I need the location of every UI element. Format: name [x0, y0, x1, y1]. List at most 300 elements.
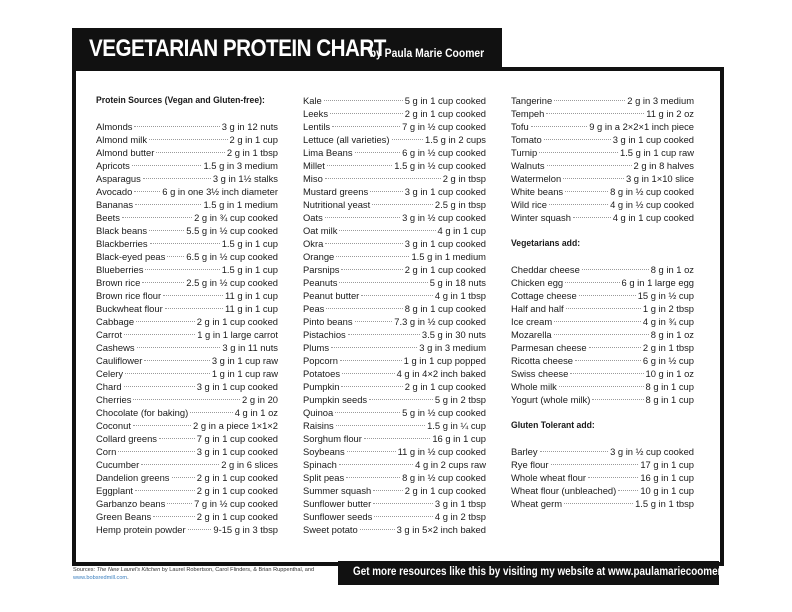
protein-row: [96, 445, 278, 458]
protein-row: [96, 172, 278, 185]
website-cta[interactable]: Get more resources like this by visiting my website at www.paulamariecoomer.com.: [353, 566, 747, 578]
protein-row: [303, 458, 486, 471]
food-name: Sorghum flour: [303, 433, 362, 444]
food-name: White beans: [511, 186, 564, 197]
protein-row: [96, 484, 278, 497]
dotted-leader: [341, 269, 402, 270]
protein-amount: 11 g in 1 cup: [225, 303, 278, 314]
protein-row: [511, 120, 694, 133]
dotted-leader: [145, 269, 219, 270]
food-name: Peanuts: [303, 277, 338, 288]
dotted-leader: [546, 113, 644, 114]
protein-row: [511, 172, 694, 185]
section-heading: Gluten Tolerant add:: [511, 420, 595, 431]
protein-row: [96, 458, 278, 471]
protein-row: [511, 276, 694, 289]
protein-amount: 6 g in one 3½ inch diameter: [162, 186, 278, 197]
dotted-leader: [573, 217, 611, 218]
food-name: Kale: [303, 95, 322, 106]
protein-amount: 3 g in ½ cup cooked: [610, 446, 694, 457]
dotted-leader: [159, 438, 195, 439]
dotted-leader: [325, 217, 400, 218]
food-name: Brown rice flour: [96, 290, 162, 301]
protein-row: [303, 107, 486, 120]
food-name: Brown rice: [96, 277, 141, 288]
dotted-leader: [331, 347, 417, 348]
protein-amount: 3 g in 3 medium: [419, 342, 486, 353]
protein-row: [303, 497, 486, 510]
protein-amount: 4 g in ½ cup cooked: [610, 199, 694, 210]
protein-amount: 1 g in 1 cup popped: [403, 355, 486, 366]
dotted-leader: [326, 308, 402, 309]
protein-amount: 2 g in 1 cup cooked: [404, 108, 486, 119]
protein-row: [303, 419, 486, 432]
food-name: Collard greens: [96, 433, 157, 444]
food-name: Almond milk: [96, 134, 148, 145]
dotted-leader: [566, 308, 641, 309]
food-name: Pumpkin seeds: [303, 394, 368, 405]
food-name: Cottage cheese: [511, 290, 577, 301]
protein-amount: 8 g in 1 oz: [650, 329, 694, 340]
section-heading: Vegetarians add:: [511, 238, 581, 249]
dotted-leader: [124, 386, 195, 387]
dotted-leader: [540, 451, 609, 452]
food-name: Lettuce (all varieties): [303, 134, 390, 145]
dotted-leader: [336, 256, 409, 257]
food-name: Tempeh: [511, 108, 545, 119]
protein-row: [511, 185, 694, 198]
food-name: Garbanzo beans: [96, 498, 166, 509]
protein-amount: 8 g in ½ cup cooked: [610, 186, 694, 197]
food-name: Pistachios: [303, 329, 346, 340]
food-name: Sweet potato: [303, 524, 358, 535]
protein-amount: 8 g in ½ cup cooked: [402, 472, 486, 483]
protein-row: [96, 198, 278, 211]
food-name: Sunflower seeds: [303, 511, 373, 522]
dotted-leader: [135, 204, 201, 205]
protein-row: [511, 458, 694, 471]
food-name: Corn: [96, 446, 117, 457]
protein-row: [303, 263, 486, 276]
protein-amount: 2 g in 3 medium: [627, 95, 694, 106]
food-name: Rye flour: [511, 459, 549, 470]
protein-row: [303, 224, 486, 237]
food-name: Yogurt (whole milk): [511, 394, 591, 405]
food-name: Apricots: [96, 160, 130, 171]
dotted-leader: [392, 139, 424, 140]
sources-end: .: [127, 575, 129, 581]
protein-row: [511, 107, 694, 120]
dotted-leader: [570, 373, 643, 374]
protein-row: [96, 380, 278, 393]
dotted-leader: [370, 191, 403, 192]
protein-amount: 9-15 g in 3 tbsp: [213, 524, 278, 535]
dotted-leader: [122, 217, 192, 218]
dotted-leader: [348, 334, 420, 335]
protein-amount: 11 g in 2 oz: [646, 108, 694, 119]
protein-amount: 1.5 g in 1 cup: [221, 238, 278, 249]
food-name: Split peas: [303, 472, 345, 483]
protein-amount: 2 g in 1 cup cooked: [404, 485, 486, 496]
protein-row: [303, 146, 486, 159]
section-spacer: [96, 107, 278, 120]
dotted-leader: [559, 386, 644, 387]
protein-amount: 3 g in 1 cup cooked: [196, 446, 278, 457]
website-banner: [338, 561, 747, 585]
dotted-leader: [589, 347, 641, 348]
food-name: Green Beans: [96, 511, 152, 522]
protein-amount: 1.5 g in ¼ cup: [427, 420, 486, 431]
dotted-leader: [172, 477, 195, 478]
protein-amount: 3 g in 1 cup raw: [211, 355, 278, 366]
dotted-leader: [335, 412, 400, 413]
section-heading: Protein Sources (Vegan and Gluten-free):: [96, 95, 265, 106]
dotted-leader: [167, 503, 192, 504]
dotted-leader: [134, 126, 219, 127]
protein-row: [303, 198, 486, 211]
protein-row: [303, 484, 486, 497]
dotted-leader: [336, 425, 425, 426]
dotted-leader: [149, 230, 184, 231]
protein-amount: 2 g in 1 tbsp: [642, 342, 694, 353]
dotted-leader: [332, 126, 400, 127]
protein-row: [303, 367, 486, 380]
dotted-leader: [156, 152, 225, 153]
dotted-leader: [188, 529, 212, 530]
food-name: Lentils: [303, 121, 331, 132]
dotted-leader: [347, 451, 396, 452]
dotted-leader: [133, 425, 191, 426]
protein-amount: 3.5 g in 30 nuts: [421, 329, 486, 340]
protein-row: [96, 471, 278, 484]
protein-amount: 1 g in 2 tbsp: [642, 303, 694, 314]
protein-amount: 1.5 g in 1 medium: [203, 199, 278, 210]
protein-amount: 6.5 g in ½ cup cooked: [186, 251, 278, 262]
protein-amount: 2 g in 1 tbsp: [226, 147, 278, 158]
food-name: Black beans: [96, 225, 148, 236]
food-name: Quinoa: [303, 407, 334, 418]
food-name: Half and half: [511, 303, 564, 314]
food-name: Tomato: [511, 134, 542, 145]
protein-row: [96, 185, 278, 198]
food-name: Cashews: [96, 342, 135, 353]
dotted-leader: [373, 503, 433, 504]
protein-row: [511, 484, 694, 497]
food-name: Beets: [96, 212, 120, 223]
protein-column-3: [511, 94, 694, 510]
food-name: Ricotta cheese: [511, 355, 574, 366]
food-name: Celery: [96, 368, 124, 379]
dotted-leader: [582, 269, 649, 270]
protein-amount: 3 g in 11 nuts: [222, 342, 278, 353]
food-name: Sunflower butter: [303, 498, 372, 509]
protein-amount: 2 g in tbsp: [442, 173, 486, 184]
protein-amount: 2.5 g in tbsp: [434, 199, 486, 210]
protein-amount: 10 g in 1 oz: [645, 368, 694, 379]
dotted-leader: [563, 178, 624, 179]
dotted-leader: [149, 139, 227, 140]
protein-row: [511, 94, 694, 107]
protein-row: [96, 211, 278, 224]
dotted-leader: [618, 490, 638, 491]
protein-amount: 3 g in 1 cup cooked: [612, 134, 694, 145]
dotted-leader: [364, 438, 430, 439]
protein-row: [96, 328, 278, 341]
dotted-leader: [339, 282, 427, 283]
protein-amount: 3 g in 1 cup cooked: [404, 238, 486, 249]
dotted-leader: [325, 178, 441, 179]
protein-amount: 4 g in 4×2 inch baked: [396, 368, 486, 379]
food-name: Coconut: [96, 420, 131, 431]
protein-amount: 2 g in 1 cup cooked: [196, 316, 278, 327]
protein-amount: 1.5 g in 1 cup: [221, 264, 278, 275]
protein-row: [303, 172, 486, 185]
protein-row: [303, 341, 486, 354]
dotted-leader: [341, 386, 402, 387]
protein-amount: 2 g in 1 cup cooked: [196, 511, 278, 522]
protein-row: [96, 315, 278, 328]
protein-column-1: [96, 94, 278, 536]
protein-row: [96, 120, 278, 133]
protein-row: [511, 445, 694, 458]
food-name: Asparagus: [96, 173, 141, 184]
food-name: Wheat flour (unbleached): [511, 485, 617, 496]
dotted-leader: [588, 477, 638, 478]
dotted-leader: [136, 321, 195, 322]
food-name: Chard: [96, 381, 122, 392]
dotted-leader: [369, 399, 433, 400]
protein-row: [511, 159, 694, 172]
protein-amount: 3 g in 1 cup cooked: [404, 186, 486, 197]
food-name: Okra: [303, 238, 324, 249]
dotted-leader: [190, 412, 232, 413]
dotted-leader: [539, 152, 618, 153]
food-name: Tangerine: [511, 95, 553, 106]
food-name: Millet: [303, 160, 325, 171]
food-name: Mustard greens: [303, 186, 369, 197]
dotted-leader: [339, 464, 413, 465]
dotted-leader: [565, 191, 608, 192]
protein-row: [511, 367, 694, 380]
protein-row: [96, 224, 278, 237]
food-name: Watermelon: [511, 173, 562, 184]
protein-amount: 4 g in 1 oz: [234, 407, 278, 418]
food-name: Summer squash: [303, 485, 372, 496]
food-name: Blueberries: [96, 264, 144, 275]
food-name: Carrot: [96, 329, 123, 340]
protein-row: [303, 471, 486, 484]
food-name: Oat milk: [303, 225, 338, 236]
dotted-leader: [125, 373, 210, 374]
protein-row: [96, 393, 278, 406]
dotted-leader: [554, 321, 641, 322]
food-name: Miso: [303, 173, 323, 184]
protein-row: [511, 354, 694, 367]
protein-amount: 5 g in 1 cup cooked: [404, 95, 486, 106]
title-banner: [72, 28, 502, 70]
author-byline: by Paula Marie Coomer: [369, 48, 484, 60]
food-name: Wild rice: [511, 199, 547, 210]
dotted-leader: [579, 295, 636, 296]
protein-row: [96, 289, 278, 302]
section-spacer: [511, 250, 694, 263]
dotted-leader: [133, 399, 240, 400]
protein-row: [303, 445, 486, 458]
protein-amount: 11 g in 1 cup: [225, 290, 278, 301]
protein-row: [96, 146, 278, 159]
food-name: Cucumber: [96, 459, 140, 470]
protein-row: [96, 159, 278, 172]
protein-row: [303, 393, 486, 406]
protein-amount: 5 g in ½ cup cooked: [402, 407, 486, 418]
food-name: Buckwheat flour: [96, 303, 163, 314]
protein-row: [303, 380, 486, 393]
dotted-leader: [592, 399, 643, 400]
dotted-leader: [150, 243, 220, 244]
protein-amount: 2 g in ¾ cup cooked: [194, 212, 278, 223]
protein-amount: 3 g in 1×10 slice: [625, 173, 694, 184]
protein-row: [303, 276, 486, 289]
food-name: Peanut butter: [303, 290, 360, 301]
dotted-leader: [143, 178, 211, 179]
protein-row: [303, 289, 486, 302]
dotted-leader: [144, 360, 209, 361]
food-name: Blackberries: [96, 238, 148, 249]
protein-row: [96, 419, 278, 432]
dotted-leader: [373, 490, 402, 491]
protein-amount: 2 g in 1 cup cooked: [196, 472, 278, 483]
dotted-leader: [554, 334, 649, 335]
protein-row: [96, 341, 278, 354]
food-name: Whole milk: [511, 381, 557, 392]
protein-amount: 3 g in 1½ stalks: [212, 173, 278, 184]
food-name: Potatoes: [303, 368, 341, 379]
food-name: Bananas: [96, 199, 134, 210]
food-name: Turnip: [511, 147, 538, 158]
protein-amount: 16 g in 1 cup: [432, 433, 486, 444]
protein-amount: 1 g in 1 large carrot: [197, 329, 278, 340]
food-name: Almond butter: [96, 147, 155, 158]
protein-row: [303, 406, 486, 419]
dotted-leader: [339, 230, 435, 231]
protein-amount: 6 g in ½ cup: [642, 355, 694, 366]
protein-row: [303, 94, 486, 107]
protein-row: [511, 133, 694, 146]
dotted-leader: [544, 139, 611, 140]
sources-label: Sources:: [73, 567, 96, 573]
protein-row: [303, 133, 486, 146]
protein-amount: 6 g in 1 large egg: [621, 277, 694, 288]
protein-row: [303, 432, 486, 445]
dotted-leader: [142, 282, 184, 283]
food-name: Cheddar cheese: [511, 264, 580, 275]
dotted-leader: [324, 100, 403, 101]
food-name: Mozarella: [511, 329, 552, 340]
dotted-leader: [531, 126, 588, 127]
protein-row: [96, 367, 278, 380]
protein-amount: 5 g in 2 tbsp: [434, 394, 486, 405]
protein-row: [511, 497, 694, 510]
food-name: Plums: [303, 342, 330, 353]
dotted-leader: [141, 464, 219, 465]
protein-amount: 4 g in 2 cups raw: [415, 459, 486, 470]
dotted-leader: [165, 308, 223, 309]
food-name: Oats: [303, 212, 323, 223]
food-name: Almonds: [96, 121, 133, 132]
food-name: Cabbage: [96, 316, 135, 327]
protein-amount: 4 g in 1 cup: [437, 225, 486, 236]
section-spacer: [511, 224, 694, 237]
food-name: Tofu: [511, 121, 529, 132]
food-name: Chocolate (for baking): [96, 407, 189, 418]
food-name: Black-eyed peas: [96, 251, 166, 262]
food-name: Leeks: [303, 108, 329, 119]
dotted-leader: [153, 516, 194, 517]
protein-row: [303, 328, 486, 341]
protein-row: [96, 250, 278, 263]
dotted-leader: [327, 165, 392, 166]
protein-amount: 2 g in 1 cup cooked: [404, 381, 486, 392]
protein-amount: 7.3 g in ½ cup cooked: [394, 316, 486, 327]
protein-row: [511, 471, 694, 484]
protein-amount: 7 g in 1 cup cooked: [196, 433, 278, 444]
food-name: Whole wheat flour: [511, 472, 587, 483]
protein-row: [303, 302, 486, 315]
food-name: Avocado: [96, 186, 133, 197]
food-name: Chicken egg: [511, 277, 564, 288]
protein-amount: 8 g in 1 cup: [645, 381, 694, 392]
protein-amount: 5 g in 18 nuts: [429, 277, 486, 288]
protein-amount: 10 g in 1 cup: [640, 485, 694, 496]
dotted-leader: [547, 165, 632, 166]
food-name: Wheat germ: [511, 498, 563, 509]
protein-amount: 2.5 g in ½ cup cooked: [186, 277, 278, 288]
protein-row: [511, 380, 694, 393]
protein-amount: 3 g in 1 tbsp: [434, 498, 486, 509]
dotted-leader: [340, 360, 402, 361]
sources-authors: by Laurel Robertson, Carol Flinders, & Brian Ruppenthal, and: [161, 567, 315, 573]
protein-amount: 2 g in a piece 1×1×2: [193, 420, 278, 431]
protein-row: [96, 263, 278, 276]
dotted-leader: [355, 321, 393, 322]
protein-row: [511, 341, 694, 354]
protein-amount: 1.5 g in 3 medium: [203, 160, 278, 171]
food-name: Soybeans: [303, 446, 345, 457]
protein-amount: 5.5 g in ½ cup cooked: [186, 225, 278, 236]
food-name: Eggplant: [96, 485, 134, 496]
protein-row: [96, 432, 278, 445]
protein-row: [96, 510, 278, 523]
food-name: Orange: [303, 251, 335, 262]
protein-row: [96, 133, 278, 146]
protein-row: [303, 211, 486, 224]
dotted-leader: [167, 256, 184, 257]
protein-row: [511, 302, 694, 315]
food-name: Peas: [303, 303, 325, 314]
food-name: Lima Beans: [303, 147, 353, 158]
protein-amount: 3 g in 5×2 inch baked: [396, 524, 486, 535]
food-name: Cauliflower: [96, 355, 143, 366]
dotted-leader: [575, 360, 641, 361]
sources-link[interactable]: www.bobsredmill.com: [73, 575, 128, 581]
sources-note: [73, 566, 333, 582]
dotted-leader: [132, 165, 202, 166]
protein-amount: 17 g in 1 cup: [640, 459, 694, 470]
protein-amount: 3 g in 1 cup cooked: [196, 381, 278, 392]
protein-amount: 7 g in ½ cup cooked: [194, 498, 278, 509]
section-spacer: [511, 432, 694, 445]
sources-book: The New Laurel's Kitchen: [96, 567, 161, 573]
